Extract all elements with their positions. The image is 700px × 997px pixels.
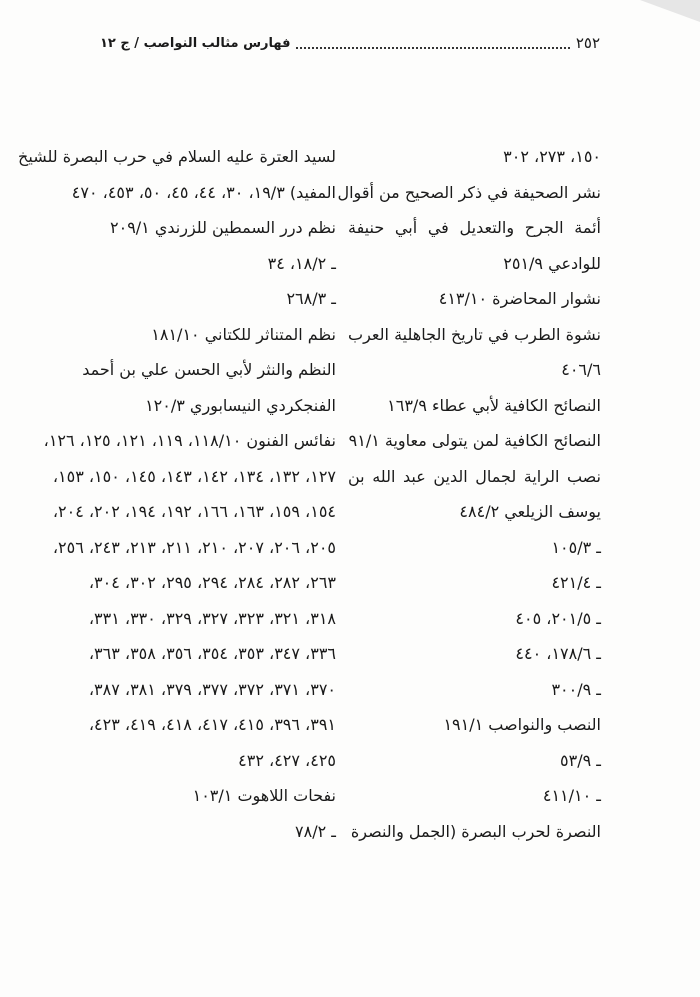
index-entry-line: النصب والنواصب ١٩١/١: [443, 715, 601, 734]
index-entry-line: لسيد العترة عليه السلام في حرب البصرة للشيخ: [18, 147, 336, 166]
index-entry-line: ١٢٧، ١٣٢، ١٣٤، ١٤٢، ١٤٣، ١٤٥، ١٥٠، ١٥٣،: [52, 466, 336, 486]
index-entry-line: ـ ١٧٨/٦، ٤٤٠: [515, 644, 601, 663]
page-corner-fold: [640, 0, 700, 22]
index-entry-line: ٤٢٥، ٤٢٧، ٤٣٢: [238, 750, 336, 770]
index-entry-line: ٤٠٦/٦: [561, 360, 601, 379]
index-entry-line: ـ ٥٣/٩: [560, 750, 601, 770]
index-entry-line: النظم والنثر لأبي الحسن علي بن أحمد: [82, 360, 336, 379]
index-entry-line: نفحات اللاهوت ١٠٣/١: [192, 786, 336, 805]
index-entry-line: النصائح الكافية لمن يتولى معاوية ٩١/١: [348, 431, 601, 450]
index-entry-line: ـ ٤٢١/٤: [551, 573, 601, 592]
index-entry-line: للوادعي ٢٥١/٩: [503, 253, 601, 273]
index-entry-line: ـ ١٠٥/٣: [551, 537, 601, 557]
index-entry-line: ١٥٠، ٢٧٣، ٣٠٢: [503, 147, 601, 166]
index-entry-line: ـ ٢٦٨/٣: [286, 289, 336, 308]
index-entry-line: نظم درر السمطين للزرندي ٢٠٩/١: [110, 218, 336, 237]
index-entry-line: ـ ١٨/٢، ٣٤: [267, 253, 336, 273]
index-entry-line: النصائح الكافية لأبي عطاء ١٦٣/٩: [387, 395, 601, 415]
index-entry-line: نشوار المحاضرة ٤١٣/١٠: [438, 289, 601, 308]
running-header: [100, 32, 600, 54]
index-entry-line: أئمة الجرح والتعديل في أبي حنيفة: [348, 218, 601, 237]
index-entry-line: المفيد) ١٩/٣، ٣٠، ٤٤، ٤٥، ٥٠، ٤٥٣، ٤٧٠: [71, 182, 336, 202]
index-entry-line: ٣٣٦، ٣٤٧، ٣٥٣، ٣٥٤، ٣٥٦، ٣٥٨، ٣٦٣،: [88, 644, 336, 663]
index-entry-line: ـ ٢٠١/٥، ٤٠٥: [515, 608, 601, 628]
index-entry-line: ـ ٧٨/٢: [295, 821, 336, 841]
page-number: ٢٥٢: [575, 34, 600, 52]
index-entry-line: نشوة الطرب في تاريخ الجاهلية العرب: [348, 324, 601, 344]
index-entry-line: ٣٧٠، ٣٧١، ٣٧٢، ٣٧٧، ٣٧٩، ٣٨١، ٣٨٧،: [88, 679, 336, 699]
index-entry-line: ٣٩١، ٣٩٦، ٤١٥، ٤١٧، ٤١٨، ٤١٩، ٤٢٣،: [88, 715, 336, 734]
index-entry-line: ـ ٤١١/١٠: [542, 786, 601, 805]
index-entry-line: ـ ٣٠٠/٩: [551, 679, 601, 699]
dot-leader: [296, 37, 569, 49]
index-entry-line: النصرة لحرب البصرة (الجمل والنصرة: [350, 821, 601, 841]
index-entry-line: ٢٠٥، ٢٠٦، ٢٠٧، ٢١٠، ٢١١، ٢١٣، ٢٤٣، ٢٥٦،: [52, 537, 336, 557]
index-column-left: [18, 142, 336, 852]
index-entry-line: ١٥٤، ١٥٩، ١٦٣، ١٦٦، ١٩٢، ١٩٤، ٢٠٢، ٢٠٤،: [52, 502, 336, 521]
running-title: فهارس مثالب النواصب / ج ١٢: [100, 35, 291, 51]
index-entry-line: يوسف الزيلعي ٤٨٤/٢: [459, 502, 601, 521]
index-entry-line: نظم المتناثر للكتاني ١٨١/١٠: [151, 324, 336, 344]
index-entry-line: الفنجكردي النيسابوري ١٢٠/٣: [145, 395, 336, 415]
index-column-right: [337, 142, 601, 852]
index-entry-line: ٢٦٣، ٢٨٢، ٢٨٤، ٢٩٤، ٢٩٥، ٣٠٢، ٣٠٤،: [88, 573, 336, 592]
index-entry-line: نصب الراية لجمال الدين عبد الله بن: [348, 466, 601, 486]
index-entry-line: نفائس الفنون ١١٨/١٠، ١١٩، ١٢١، ١٢٥، ١٢٦،: [43, 431, 336, 450]
index-entry-line: ٣١٨، ٣٢١، ٣٢٣، ٣٢٧، ٣٢٩، ٣٣٠، ٣٣١،: [88, 608, 336, 628]
index-entry-line: نشر الصحيفة في ذكر الصحيح من أقوال: [337, 182, 601, 202]
